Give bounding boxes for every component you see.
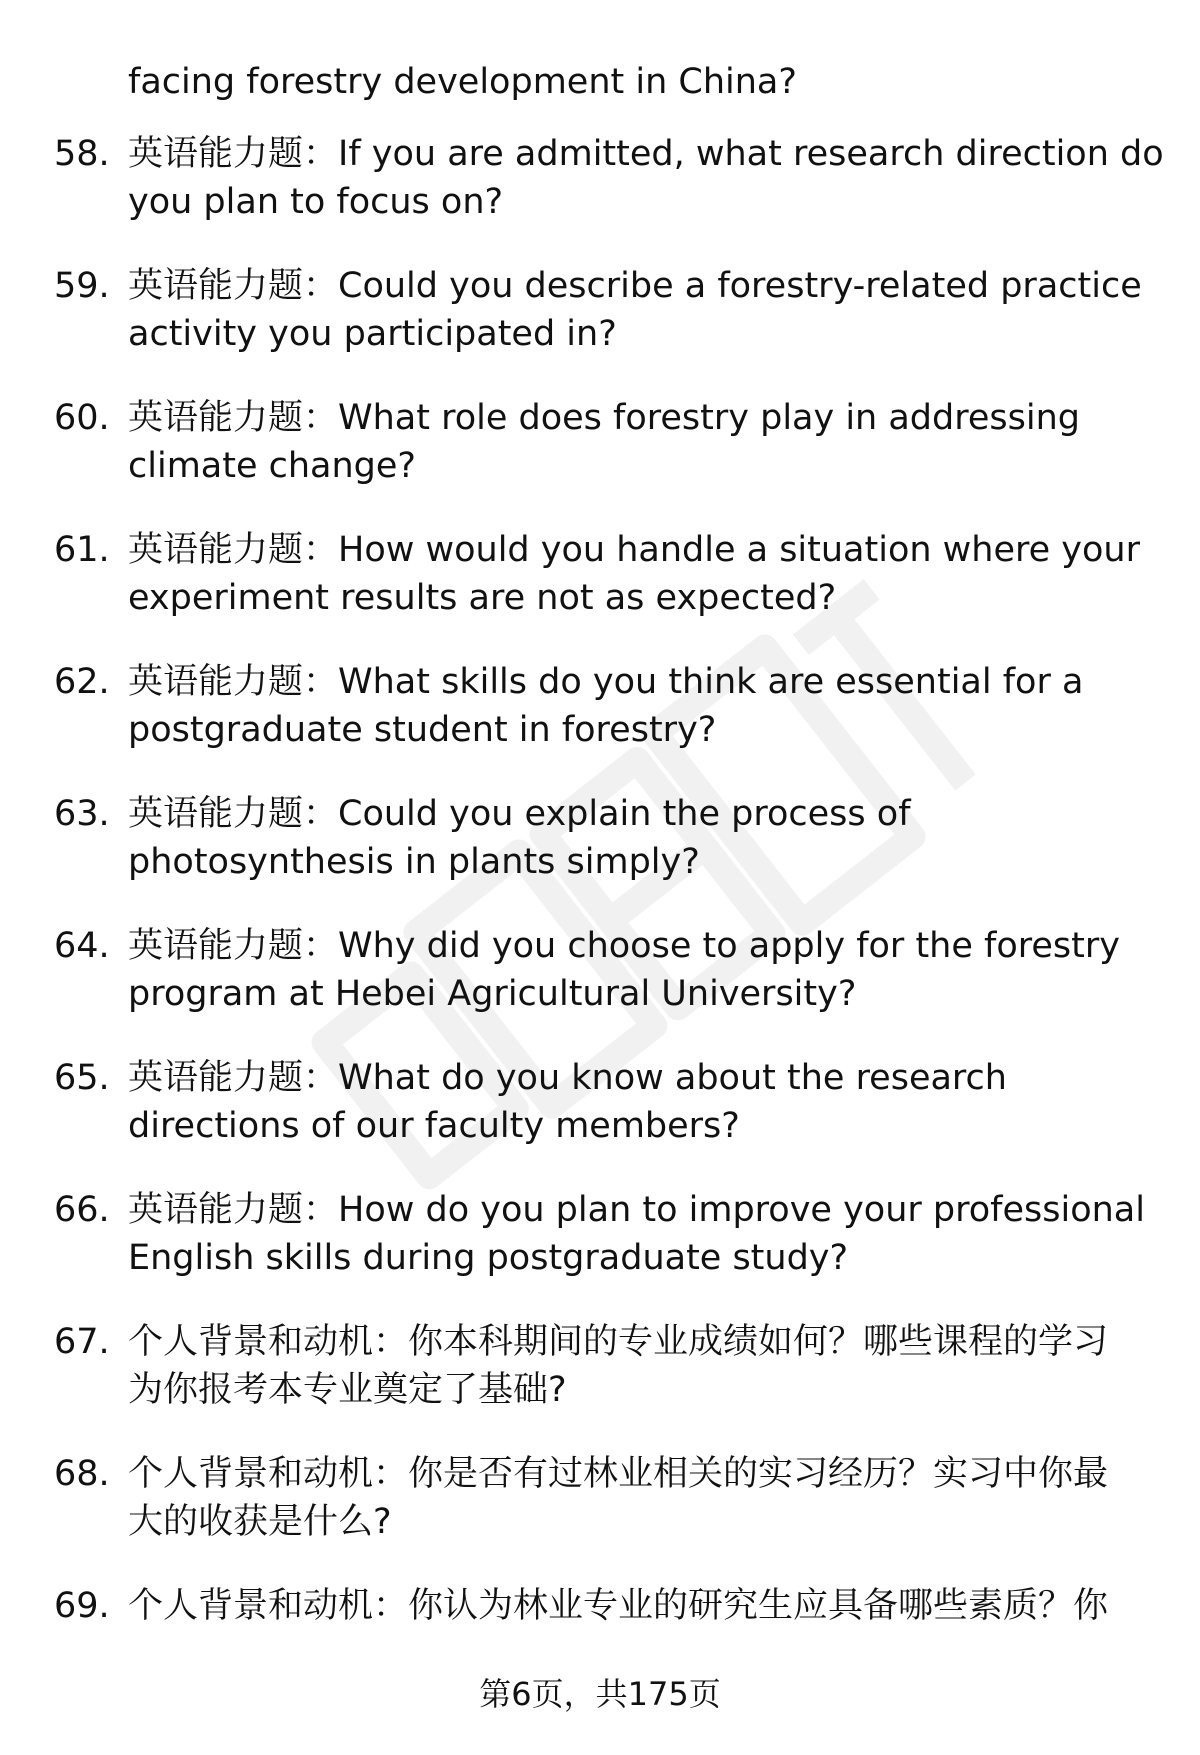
item-text: 英语能力题：Could you explain the process of photosynthesis in plants simply? xyxy=(128,794,911,882)
item-text: 英语能力题：Why did you choose to apply for the forestry program at Hebei Agricultural University? xyxy=(128,926,1120,1014)
item-number: 58. xyxy=(54,134,110,174)
item-text: 英语能力题：What do you know about the research directions of our faculty members? xyxy=(128,1058,1007,1146)
item-number: 67. xyxy=(54,1322,110,1362)
item-text: 英语能力题：Could you describe a forestry-related practice activity you participated in? xyxy=(128,266,1142,354)
page-footer: 第6页，共175页 xyxy=(479,1675,721,1713)
item-text: 英语能力题：If you are admitted, what research direction do you plan to focus on? xyxy=(128,134,1164,222)
item-text: 英语能力题：What skills do you think are essential for a postgraduate student in forestry? xyxy=(128,662,1084,750)
item-number: 60. xyxy=(54,398,110,438)
item-text: 个人背景和动机：你是否有过林业相关的实习经历？实习中你最 大的收获是什么? xyxy=(128,1454,1109,1542)
item-number: 69. xyxy=(54,1586,110,1626)
item-number: 64. xyxy=(54,926,110,966)
item-number: 59. xyxy=(54,266,110,306)
item-number: 68. xyxy=(54,1454,110,1494)
item-number: 63. xyxy=(54,794,110,834)
item-text: 英语能力题：How would you handle a situation where your experiment results are not as expected? xyxy=(128,530,1140,618)
item-number: 65. xyxy=(54,1058,110,1098)
item-number: 66. xyxy=(54,1190,110,1230)
item-text: 个人背景和动机：你认为林业专业的研究生应具备哪些素质？你 xyxy=(128,1586,1109,1626)
continuation-text: facing forestry development in China? xyxy=(128,62,797,102)
item-text: 英语能力题：How do you plan to improve your professional English skills during postgraduate study? xyxy=(128,1190,1145,1278)
item-text: 英语能力题：What role does forestry play in addressing climate change? xyxy=(128,398,1080,486)
item-number: 62. xyxy=(54,662,110,702)
item-number: 61. xyxy=(54,530,110,570)
item-text: 个人背景和动机：你本科期间的专业成绩如何？哪些课程的学习 为你报考本专业奠定了基础? xyxy=(128,1322,1109,1410)
